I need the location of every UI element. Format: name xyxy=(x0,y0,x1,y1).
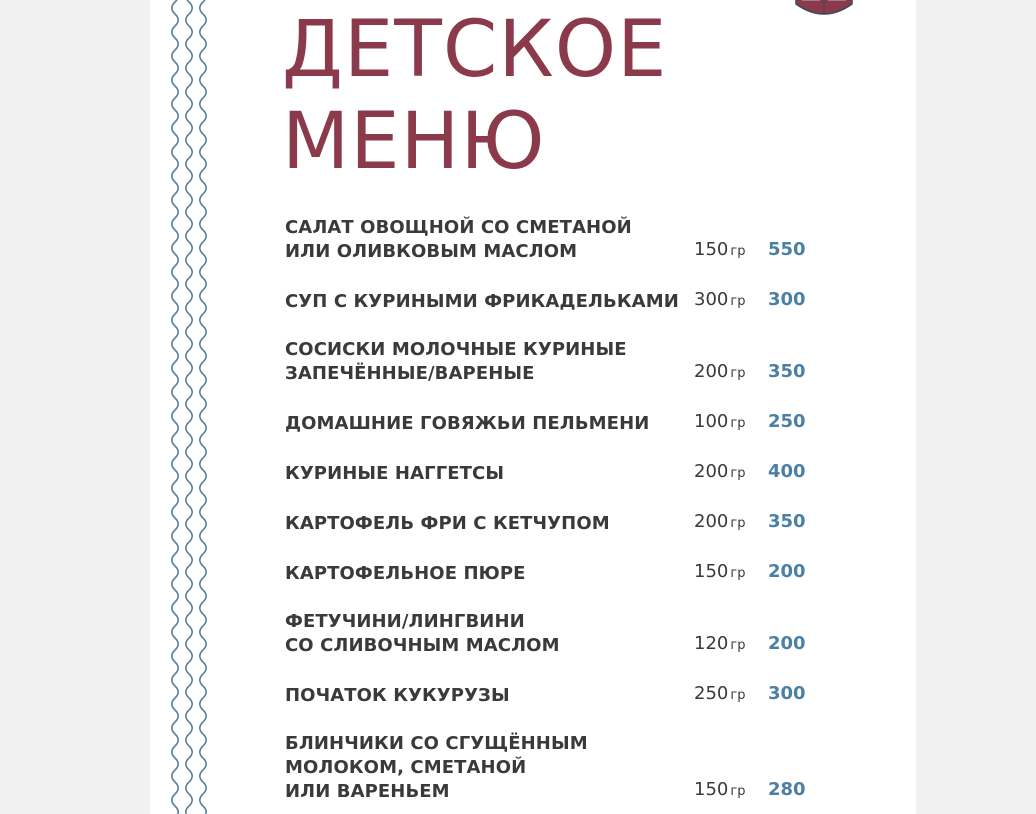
menu-item-name xyxy=(285,338,694,386)
menu-item-name xyxy=(285,512,694,536)
menu-item-weight-unit: гр xyxy=(730,784,746,799)
menu-item-name-line: САЛАТ ОВОЩНОЙ СО СМЕТАНОЙ xyxy=(285,217,632,238)
menu-item-price: 350 xyxy=(768,511,806,532)
menu-item-weight-value: 150 xyxy=(694,239,729,260)
menu-item-weight-unit: гр xyxy=(730,566,746,581)
menu-item-weight-value: 150 xyxy=(694,561,729,582)
menu-item-name xyxy=(285,462,694,486)
menu-title xyxy=(282,4,667,188)
menu-item-weight-unit: гр xyxy=(730,516,746,531)
menu-item-price: 200 xyxy=(768,633,806,654)
menu-item-price: 550 xyxy=(768,239,806,260)
menu-item-price: 300 xyxy=(768,683,806,704)
menu-item-price: 250 xyxy=(768,411,806,432)
menu-item-price: 300 xyxy=(768,289,806,310)
menu-item-name xyxy=(285,412,694,436)
menu-item-weight xyxy=(694,288,768,314)
menu-page xyxy=(150,0,916,814)
menu-item-name-line: ДОМАШНИЕ ГОВЯЖЬИ ПЕЛЬМЕНИ xyxy=(285,413,650,434)
menu-item-price: 280 xyxy=(768,779,806,800)
menu-item-weight xyxy=(694,682,768,708)
menu-item-name-line: ИЛИ ОЛИВКОВЫМ МАСЛОМ xyxy=(285,241,578,262)
menu-item-weight-value: 200 xyxy=(694,511,729,532)
menu-item-name xyxy=(285,732,694,804)
menu-item-weight-value: 250 xyxy=(694,683,729,704)
menu-item-weight-unit: гр xyxy=(730,688,746,703)
menu-item-name xyxy=(285,290,694,314)
menu-item-weight xyxy=(694,560,768,586)
menu-item-weight-unit: гр xyxy=(730,294,746,309)
wave-border-decoration xyxy=(168,0,214,814)
menu-item-name-line: КАРТОФЕЛЬНОЕ ПЮРЕ xyxy=(285,563,526,584)
menu-item-weight xyxy=(694,360,768,386)
menu-item-name-line: КАРТОФЕЛЬ ФРИ С КЕТЧУПОМ xyxy=(285,513,610,534)
menu-item-name-line: МОЛОКОМ, СМЕТАНОЙ xyxy=(285,757,527,778)
menu-item xyxy=(285,460,845,486)
wave-line xyxy=(186,0,192,814)
menu-item-weight-value: 150 xyxy=(694,779,729,800)
menu-item-weight-unit: гр xyxy=(730,466,746,481)
menu-item xyxy=(285,410,845,436)
menu-item-weight-unit: гр xyxy=(730,416,746,431)
menu-item-name-line: ФЕТУЧИНИ/ЛИНГВИНИ xyxy=(285,611,525,632)
menu-item-price: 200 xyxy=(768,561,806,582)
menu-item-weight xyxy=(694,510,768,536)
menu-item-name-line: ИЛИ ВАРЕНЬЕМ xyxy=(285,781,450,802)
menu-item-name xyxy=(285,610,694,658)
menu-item-weight-value: 200 xyxy=(694,461,729,482)
menu-item-weight xyxy=(694,410,768,436)
menu-item-name-line: СО СЛИВОЧНЫМ МАСЛОМ xyxy=(285,635,560,656)
menu-item-price: 350 xyxy=(768,361,806,382)
menu-item-weight-value: 120 xyxy=(694,633,729,654)
menu-items-list xyxy=(285,216,845,814)
menu-item-weight-value: 200 xyxy=(694,361,729,382)
menu-item xyxy=(285,288,845,314)
wave-line xyxy=(200,0,206,814)
menu-item-name xyxy=(285,216,694,264)
menu-item-weight-value: 300 xyxy=(694,289,729,310)
menu-title-line: ДЕТСКОЕ xyxy=(282,5,668,95)
menu-item-name-line: СУП С КУРИНЫМИ ФРИКАДЕЛЬКАМИ xyxy=(285,291,679,312)
menu-item xyxy=(285,216,845,264)
crest-logo-icon xyxy=(794,0,854,20)
menu-item-weight xyxy=(694,632,768,658)
menu-item xyxy=(285,560,845,586)
wave-line xyxy=(172,0,178,814)
menu-item-weight-unit: гр xyxy=(730,638,746,653)
menu-item-weight xyxy=(694,238,768,264)
menu-item xyxy=(285,682,845,708)
menu-item-name xyxy=(285,562,694,586)
menu-title-line: МЕНЮ xyxy=(282,97,546,187)
menu-item-weight-unit: гр xyxy=(730,366,746,381)
menu-item-name-line: БЛИНЧИКИ СО СГУЩЁННЫМ xyxy=(285,733,588,754)
menu-item-weight xyxy=(694,460,768,486)
menu-item xyxy=(285,510,845,536)
menu-item-name-line: ЗАПЕЧЁННЫЕ/ВАРЕНЫЕ xyxy=(285,363,535,384)
menu-item-name-line: КУРИНЫЕ НАГГЕТСЫ xyxy=(285,463,505,484)
menu-item-name-line: ПОЧАТОК КУКУРУЗЫ xyxy=(285,685,510,706)
menu-item xyxy=(285,338,845,386)
menu-item-weight-value: 100 xyxy=(694,411,729,432)
menu-item-name-line: СОСИСКИ МОЛОЧНЫЕ КУРИНЫЕ xyxy=(285,339,627,360)
menu-item-weight-unit: гр xyxy=(730,244,746,259)
menu-item xyxy=(285,610,845,658)
menu-item-weight xyxy=(694,778,768,804)
menu-item xyxy=(285,732,845,804)
menu-item-price: 400 xyxy=(768,461,806,482)
menu-item-name xyxy=(285,684,694,708)
